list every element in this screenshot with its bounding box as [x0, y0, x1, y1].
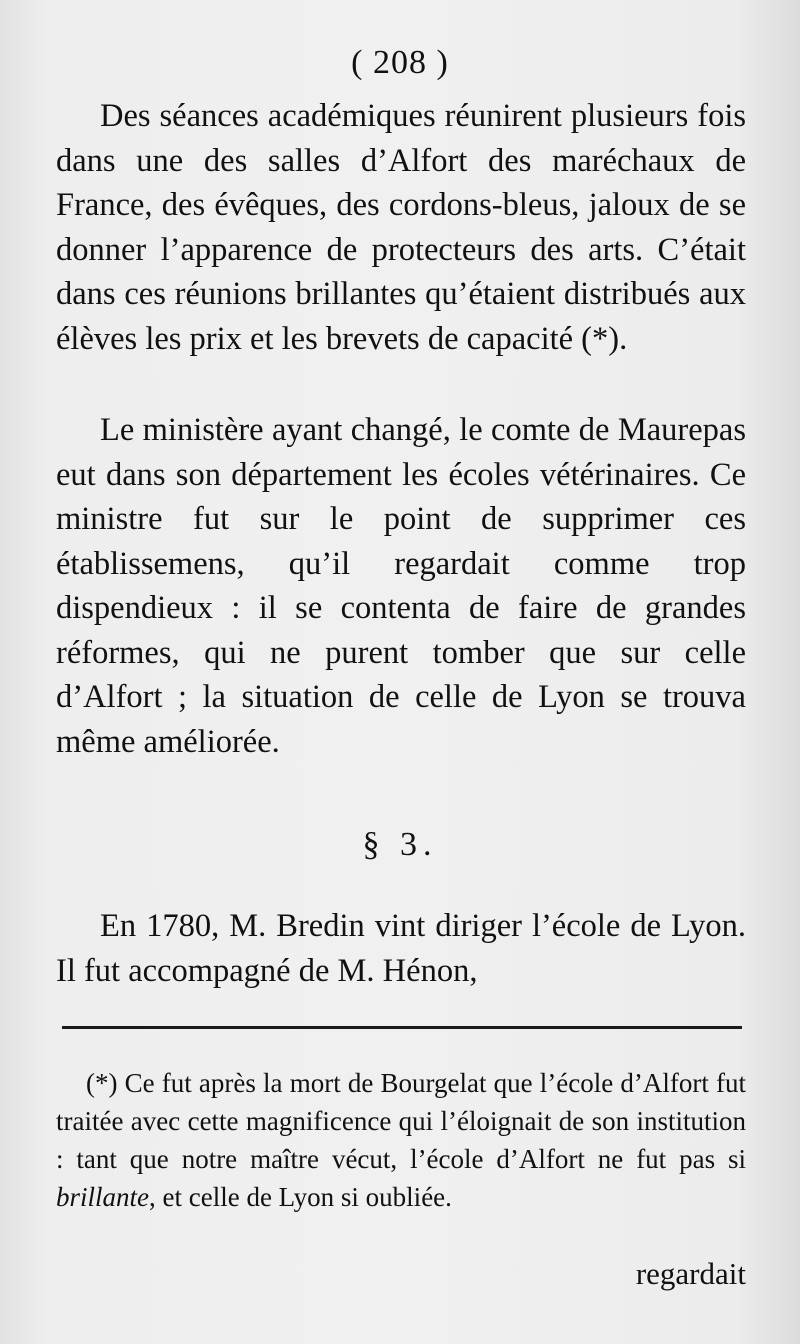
footnote-divider: [62, 1026, 742, 1029]
paragraph-ministry-change: [56, 408, 746, 764]
paragraph-academic-sessions: [56, 94, 746, 361]
footnote-text-after: , et celle de Lyon si oubliée.: [149, 1182, 452, 1212]
paragraph-bredin: [56, 904, 746, 993]
paragraph-text: Le ministère ayant changé, le comte de Maurepas eut dans son département les écoles vétérinaires. Ce ministre fut sur le point de supprimer ces établissemens, qu’il regardait comme trop dispendieux : il se contenta de faire de grandes réformes, qui ne purent tomber que sur celle d’Alfort ; la situation de celle de Lyon se trouva même améliorée.: [56, 412, 746, 760]
paragraph-text: Des séances académiques réunirent plusieurs fois dans une des salles d’Alfort des maréchaux de France, des évêques, des cordons-bleus, jaloux de se donner l’apparence de protecteurs des arts. C’était dans ces réunions brillantes qu’étaient distribués aux élèves les prix et les brevets de capacité (*).: [56, 98, 746, 357]
footnote: [56, 1064, 746, 1216]
footnote-text: [56, 1064, 746, 1216]
paragraph-text: En 1780, M. Bredin vint diriger l’école de Lyon. Il fut accompagné de M. Hénon,: [56, 908, 746, 989]
section-heading: § 3.: [362, 826, 438, 863]
footnote-text-before: (*) Ce fut après la mort de Bourgelat que l’école d’Alfort fut traitée avec cette magnificence qui l’éloignait de son institution : tant que notre maître vécut, l’école d’Alfort ne fut pas si: [56, 1068, 746, 1174]
page-number: ( 208 ): [351, 44, 449, 81]
catchword: regardait: [635, 1256, 746, 1291]
footnote-emphasis: brillante: [56, 1182, 149, 1212]
